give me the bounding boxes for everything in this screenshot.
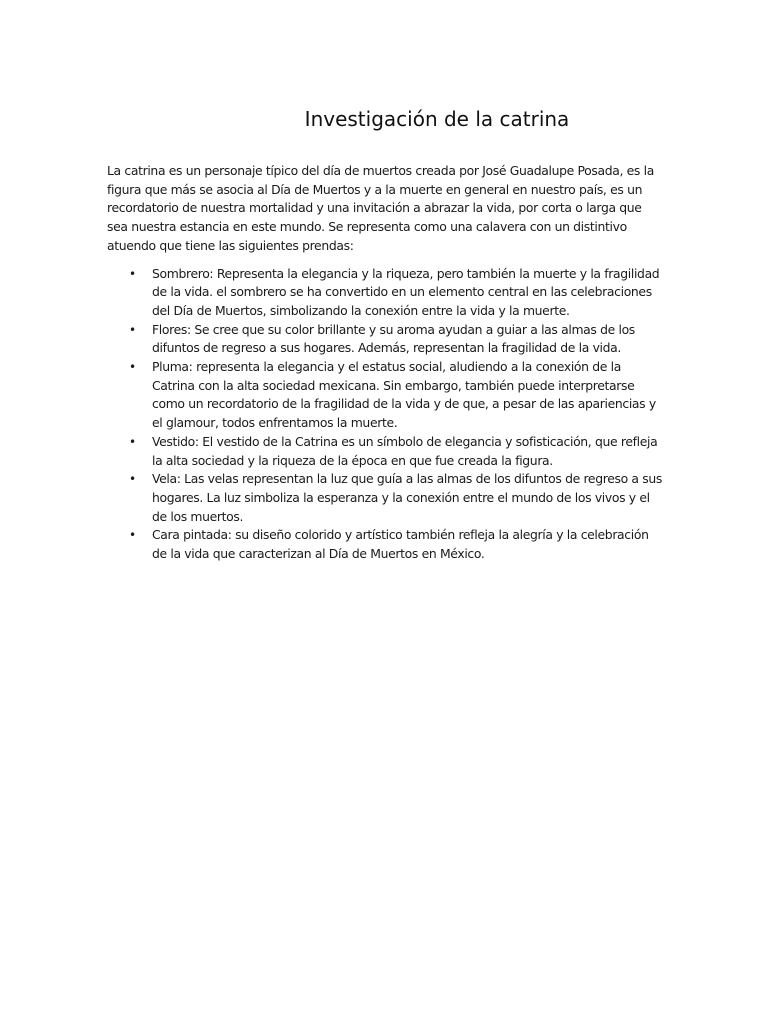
list-item [107, 470, 663, 526]
list-item [107, 526, 663, 563]
list-item [107, 321, 663, 358]
bullet-icon: • [129, 528, 136, 543]
intro-paragraph: La catrina es un personaje típico del día de muertos creada por José Guadalupe Posada, es la figura que más se asocia al Día de Muertos y a la muerte en general en nuestro país, es un recordatorio de nuestra mortalidad y una invitación a abrazar la vida, por corta o larga que sea nuestra estancia en este mundo. Se representa como una calavera con un distintivo atuendo que tiene las siguientes prendas: [107, 163, 654, 253]
bullet-icon: • [129, 266, 136, 281]
document-title: Investigación de la catrina [304, 107, 570, 131]
bullet-icon: • [129, 322, 136, 337]
list-item-text: Flores: Se cree que su color brillante y su aroma ayudan a guiar a las almas de los difuntos de regreso a sus hogares. Además, representan la fragilidad de la vida. [152, 321, 635, 356]
bullet-icon: • [129, 360, 136, 375]
list-item-text: Sombrero: Representa la elegancia y la riqueza, pero también la muerte y la fragilidad de la vida. el sombrero se ha convertido en un elemento central en las celebraciones del Día de Muertos, simbolizando la conexión entre la vida y la muerte. [152, 265, 660, 318]
list-item-text: Vestido: El vestido de la Catrina es un símbolo de elegancia y sofisticación, que refleja la alta sociedad y la riqueza de la época en que fue creada la figura. [152, 433, 658, 468]
list-item [107, 265, 663, 321]
bullet-icon: • [129, 472, 136, 487]
list-item-text: Pluma: representa la elegancia y el estatus social, aludiendo a la conexión de la Catrina con la alta sociedad mexicana. Sin embargo, también puede interpretarse como un recordatorio de la fragilidad de la vida y de que, a pesar de las apariencias y el glamour, todos enfrentamos la muerte. [152, 359, 656, 431]
bullet-icon: • [129, 434, 136, 449]
list-item-text: Vela: Las velas representan la luz que guía a las almas de los difuntos de regreso a sus hogares. La luz simboliza la esperanza y la conexión entre el mundo de los vivos y el de los muertos. [152, 471, 662, 524]
bullet-list [107, 265, 663, 564]
list-item [107, 358, 663, 433]
document-body [107, 162, 663, 564]
list-item-text: Cara pintada: su diseño colorido y artístico también refleja la alegría y la celebración de la vida que caracterizan al Día de Muertos en México. [152, 527, 649, 562]
list-item [107, 433, 663, 470]
